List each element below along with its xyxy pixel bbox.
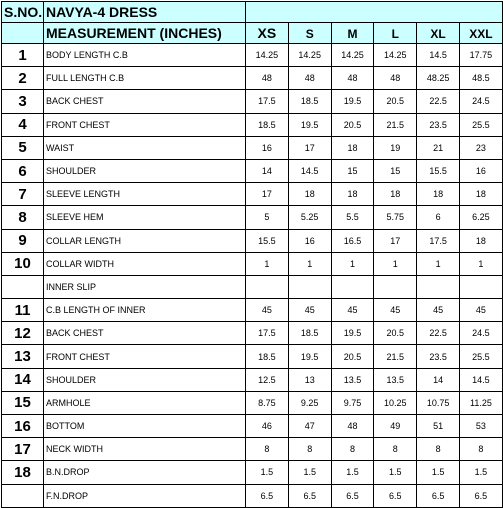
measurement-label: F.N.DROP bbox=[44, 484, 246, 507]
measurement-value: 21.5 bbox=[374, 345, 417, 368]
measurement-value: 1.5 bbox=[374, 461, 417, 484]
measurement-value: 17.5 bbox=[417, 229, 460, 252]
measurement-value: 17.75 bbox=[459, 44, 502, 67]
measurement-value: 18.5 bbox=[288, 322, 331, 345]
measurement-value: 1.5 bbox=[246, 461, 289, 484]
header-row-sizes bbox=[2, 23, 503, 44]
table-row bbox=[2, 252, 503, 275]
measurement-value: 21.5 bbox=[374, 113, 417, 136]
measurement-label: FULL LENGTH C.B bbox=[44, 67, 246, 90]
measurement-value: 8 bbox=[417, 438, 460, 461]
measurement-value: 48 bbox=[374, 67, 417, 90]
measurement-value: 16 bbox=[459, 159, 502, 182]
row-number: 9 bbox=[2, 229, 44, 252]
measurement-value: 14.25 bbox=[374, 44, 417, 67]
measurement-value: 9.75 bbox=[331, 391, 374, 414]
measurement-label: ARMHOLE bbox=[44, 391, 246, 414]
measurement-value: 24.5 bbox=[459, 90, 502, 113]
measurement-header: MEASUREMENT (INCHES) bbox=[44, 23, 246, 44]
measurement-value: 18.5 bbox=[288, 90, 331, 113]
measurement-value: 6.25 bbox=[459, 206, 502, 229]
measurement-value: 20.5 bbox=[374, 322, 417, 345]
measurement-value: 15.5 bbox=[246, 229, 289, 252]
table-row bbox=[2, 90, 503, 113]
measurement-value bbox=[374, 275, 417, 298]
measurement-value: 6.5 bbox=[331, 484, 374, 507]
size-header: XS bbox=[246, 23, 289, 44]
measurement-value: 1.5 bbox=[331, 461, 374, 484]
measurement-label: COLLAR WIDTH bbox=[44, 252, 246, 275]
measurement-value: 45 bbox=[246, 299, 289, 322]
measurement-value: 20.5 bbox=[331, 345, 374, 368]
measurement-value: 1 bbox=[288, 252, 331, 275]
measurement-value: 22.5 bbox=[417, 90, 460, 113]
measurement-label: SHOULDER bbox=[44, 368, 246, 391]
measurement-value: 5.75 bbox=[374, 206, 417, 229]
row-number bbox=[2, 484, 44, 507]
measurement-label: SLEEVE HEM bbox=[44, 206, 246, 229]
row-number: 11 bbox=[2, 299, 44, 322]
size-header: L bbox=[374, 23, 417, 44]
measurement-value: 45 bbox=[288, 299, 331, 322]
row-number: 17 bbox=[2, 438, 44, 461]
table-row bbox=[2, 67, 503, 90]
table-row bbox=[2, 136, 503, 159]
measurement-value: 48.25 bbox=[417, 67, 460, 90]
measurement-value: 16 bbox=[246, 136, 289, 159]
measurement-label: SHOULDER bbox=[44, 159, 246, 182]
measurement-label: FRONT CHEST bbox=[44, 345, 246, 368]
measurement-value: 8 bbox=[374, 438, 417, 461]
measurement-value bbox=[331, 275, 374, 298]
measurement-label: C.B LENGTH OF INNER bbox=[44, 299, 246, 322]
measurement-value bbox=[459, 275, 502, 298]
measurement-label: WAIST bbox=[44, 136, 246, 159]
table-row bbox=[2, 229, 503, 252]
measurement-value: 19.5 bbox=[331, 322, 374, 345]
row-number bbox=[2, 275, 44, 298]
size-header: M bbox=[331, 23, 374, 44]
table-row bbox=[2, 206, 503, 229]
dress-title: NAVYA-4 DRESS bbox=[44, 2, 246, 23]
header-blank bbox=[246, 2, 503, 23]
table-row bbox=[2, 438, 503, 461]
measurement-value: 18 bbox=[374, 183, 417, 206]
measurement-value: 15 bbox=[331, 159, 374, 182]
measurement-value: 1 bbox=[417, 252, 460, 275]
measurement-value: 45 bbox=[459, 299, 502, 322]
row-number: 8 bbox=[2, 206, 44, 229]
measurement-value: 8 bbox=[246, 438, 289, 461]
measurement-value: 1 bbox=[459, 252, 502, 275]
measurement-label: FRONT CHEST bbox=[44, 113, 246, 136]
measurement-value: 12.5 bbox=[246, 368, 289, 391]
measurement-value: 20.5 bbox=[331, 113, 374, 136]
row-number: 13 bbox=[2, 345, 44, 368]
measurement-value: 6.5 bbox=[459, 484, 502, 507]
measurement-value: 11.25 bbox=[459, 391, 502, 414]
measurement-value: 19.5 bbox=[288, 113, 331, 136]
measurement-value: 46 bbox=[246, 415, 289, 438]
measurement-value: 14.25 bbox=[246, 44, 289, 67]
table-row bbox=[2, 159, 503, 182]
measurement-label: SLEEVE LENGTH bbox=[44, 183, 246, 206]
row-number: 14 bbox=[2, 368, 44, 391]
measurement-label: NECK WIDTH bbox=[44, 438, 246, 461]
sno-header-blank bbox=[2, 23, 44, 44]
measurement-value: 14.25 bbox=[331, 44, 374, 67]
row-number: 3 bbox=[2, 90, 44, 113]
measurement-value: 6.5 bbox=[288, 484, 331, 507]
measurement-value: 18 bbox=[331, 136, 374, 159]
row-number: 6 bbox=[2, 159, 44, 182]
measurement-value: 23.5 bbox=[417, 113, 460, 136]
measurement-value: 51 bbox=[417, 415, 460, 438]
measurement-value: 16.5 bbox=[331, 229, 374, 252]
measurement-value: 5.25 bbox=[288, 206, 331, 229]
measurement-value: 20.5 bbox=[374, 90, 417, 113]
measurement-label: COLLAR LENGTH bbox=[44, 229, 246, 252]
measurement-value: 53 bbox=[459, 415, 502, 438]
measurement-label: BACK CHEST bbox=[44, 322, 246, 345]
measurement-value: 49 bbox=[374, 415, 417, 438]
measurement-value: 24.5 bbox=[459, 322, 502, 345]
measurement-value: 5 bbox=[246, 206, 289, 229]
table-row bbox=[2, 299, 503, 322]
table-row bbox=[2, 345, 503, 368]
measurement-value: 48 bbox=[246, 67, 289, 90]
measurement-label: B.N.DROP bbox=[44, 461, 246, 484]
row-number: 5 bbox=[2, 136, 44, 159]
measurement-value: 25.5 bbox=[459, 113, 502, 136]
row-number: 12 bbox=[2, 322, 44, 345]
measurement-value bbox=[288, 275, 331, 298]
measurement-value: 8 bbox=[459, 438, 502, 461]
table-row bbox=[2, 322, 503, 345]
measurement-value: 17.5 bbox=[246, 90, 289, 113]
measurement-value: 15.5 bbox=[417, 159, 460, 182]
measurement-value: 18 bbox=[459, 183, 502, 206]
row-number: 16 bbox=[2, 415, 44, 438]
measurement-value: 14 bbox=[417, 368, 460, 391]
measurement-value: 18.5 bbox=[246, 113, 289, 136]
measurement-value: 45 bbox=[417, 299, 460, 322]
measurement-value: 5.5 bbox=[331, 206, 374, 229]
measurement-value: 6.5 bbox=[246, 484, 289, 507]
measurement-value: 14 bbox=[246, 159, 289, 182]
measurement-value: 6.5 bbox=[417, 484, 460, 507]
measurement-value: 19.5 bbox=[288, 345, 331, 368]
measurement-value: 17.5 bbox=[246, 322, 289, 345]
measurement-value: 22.5 bbox=[417, 322, 460, 345]
measurement-value: 19.5 bbox=[331, 90, 374, 113]
measurement-value: 16 bbox=[288, 229, 331, 252]
measurement-value: 13 bbox=[288, 368, 331, 391]
sno-header: S.NO. bbox=[2, 2, 44, 23]
row-number: 1 bbox=[2, 44, 44, 67]
measurement-value: 14.5 bbox=[417, 44, 460, 67]
measurement-value: 9.25 bbox=[288, 391, 331, 414]
table-row bbox=[2, 44, 503, 67]
measurement-label: BODY LENGTH C.B bbox=[44, 44, 246, 67]
measurement-value: 18 bbox=[417, 183, 460, 206]
measurement-value: 23 bbox=[459, 136, 502, 159]
measurement-value: 10.75 bbox=[417, 391, 460, 414]
measurement-value: 45 bbox=[374, 299, 417, 322]
measurement-value bbox=[417, 275, 460, 298]
measurement-value: 10.25 bbox=[374, 391, 417, 414]
measurement-value: 18 bbox=[331, 183, 374, 206]
table-row bbox=[2, 391, 503, 414]
measurement-value: 1 bbox=[331, 252, 374, 275]
measurement-value: 48 bbox=[331, 67, 374, 90]
measurement-value bbox=[246, 275, 289, 298]
row-number: 10 bbox=[2, 252, 44, 275]
row-number: 2 bbox=[2, 67, 44, 90]
measurement-value: 15 bbox=[374, 159, 417, 182]
measurement-value: 1.5 bbox=[459, 461, 502, 484]
table-row bbox=[2, 484, 503, 507]
measurement-value: 8.75 bbox=[246, 391, 289, 414]
table-row bbox=[2, 368, 503, 391]
measurement-value: 8 bbox=[331, 438, 374, 461]
measurement-value: 17 bbox=[374, 229, 417, 252]
measurement-value: 1.5 bbox=[288, 461, 331, 484]
measurement-value: 25.5 bbox=[459, 345, 502, 368]
measurement-value: 14.5 bbox=[459, 368, 502, 391]
table-row bbox=[2, 461, 503, 484]
measurement-value: 1.5 bbox=[417, 461, 460, 484]
measurement-value: 18 bbox=[459, 229, 502, 252]
measurement-value: 17 bbox=[246, 183, 289, 206]
row-number: 18 bbox=[2, 461, 44, 484]
measurement-value: 23.5 bbox=[417, 345, 460, 368]
table-row bbox=[2, 415, 503, 438]
header-row-title bbox=[2, 2, 503, 23]
measurement-value: 13.5 bbox=[374, 368, 417, 391]
size-header: XXL bbox=[459, 23, 502, 44]
table-row bbox=[2, 183, 503, 206]
measurement-value: 48 bbox=[288, 67, 331, 90]
measurement-value: 14.25 bbox=[288, 44, 331, 67]
measurement-value: 1 bbox=[374, 252, 417, 275]
measurement-value: 18.5 bbox=[246, 345, 289, 368]
measurement-value: 19 bbox=[374, 136, 417, 159]
measurement-label: INNER SLIP bbox=[44, 275, 246, 298]
measurement-label: BOTTOM bbox=[44, 415, 246, 438]
measurement-value: 48.5 bbox=[459, 67, 502, 90]
table-row bbox=[2, 275, 503, 298]
measurement-label: BACK CHEST bbox=[44, 90, 246, 113]
size-header: XL bbox=[417, 23, 460, 44]
measurement-value: 47 bbox=[288, 415, 331, 438]
measurement-value: 48 bbox=[331, 415, 374, 438]
measurement-value: 8 bbox=[288, 438, 331, 461]
measurement-value: 13.5 bbox=[331, 368, 374, 391]
row-number: 7 bbox=[2, 183, 44, 206]
measurement-value: 21 bbox=[417, 136, 460, 159]
measurement-value: 1 bbox=[246, 252, 289, 275]
table-row bbox=[2, 113, 503, 136]
size-header: S bbox=[288, 23, 331, 44]
measurement-value: 17 bbox=[288, 136, 331, 159]
measurement-value: 14.5 bbox=[288, 159, 331, 182]
measurement-value: 6.5 bbox=[374, 484, 417, 507]
measurement-value: 45 bbox=[331, 299, 374, 322]
measurement-table bbox=[1, 1, 503, 508]
measurement-value: 18 bbox=[288, 183, 331, 206]
measurement-value: 6 bbox=[417, 206, 460, 229]
row-number: 4 bbox=[2, 113, 44, 136]
row-number: 15 bbox=[2, 391, 44, 414]
